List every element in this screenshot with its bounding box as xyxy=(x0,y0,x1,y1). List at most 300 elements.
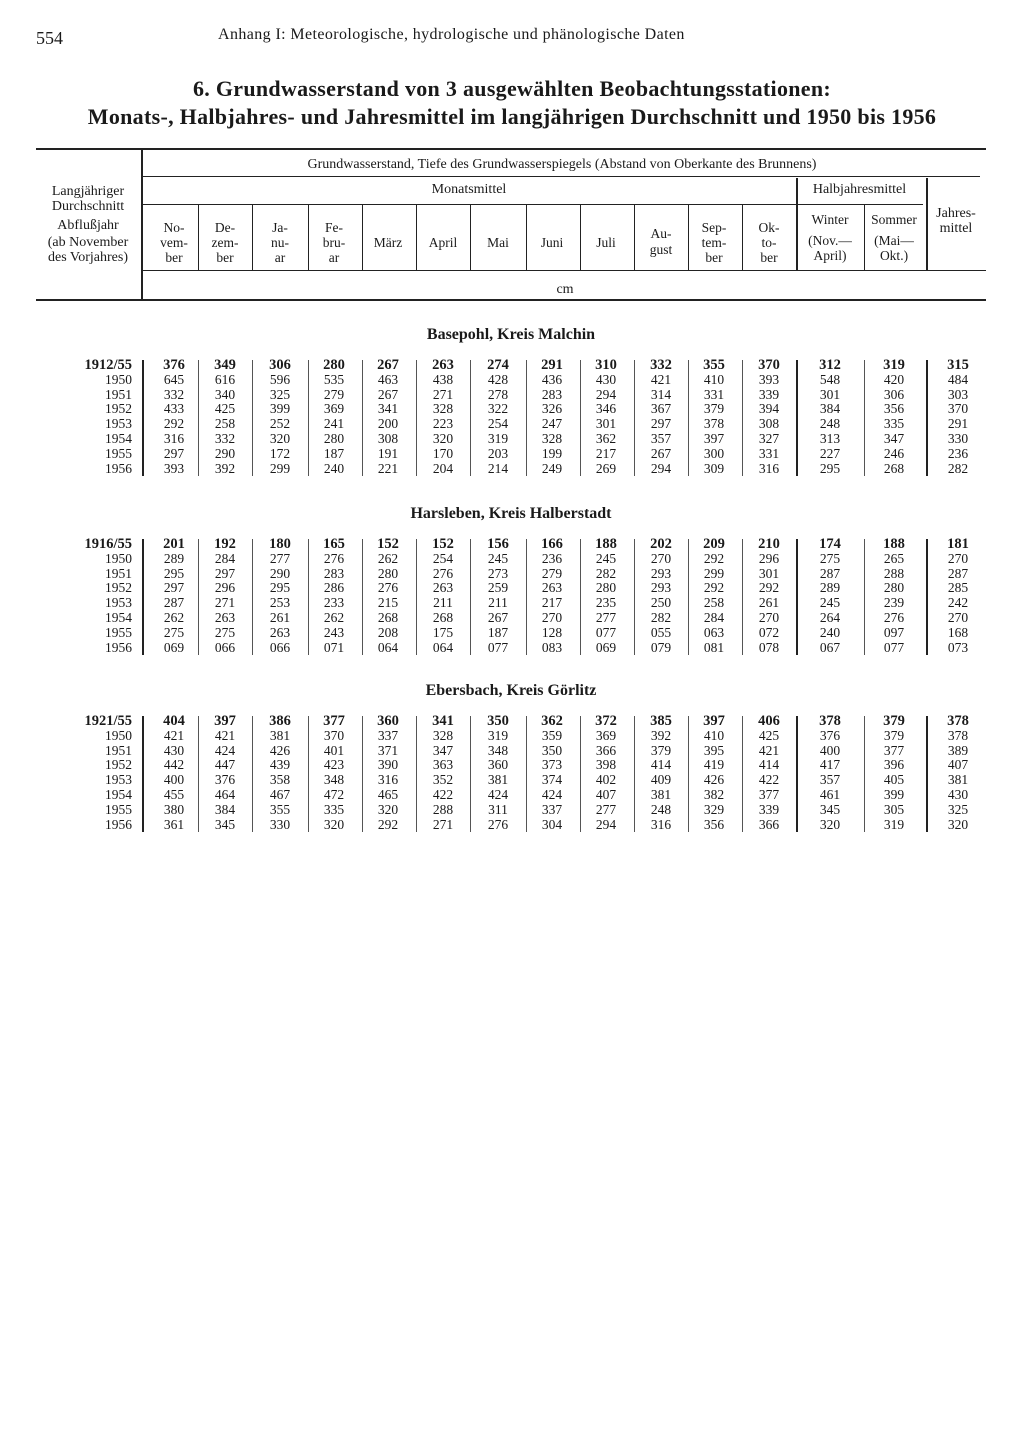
value-cell: 276 xyxy=(487,816,509,832)
value-cell: 320 xyxy=(819,816,841,832)
year-row xyxy=(36,729,986,744)
value-cell: 271 xyxy=(214,595,236,611)
value-cell: 187 xyxy=(323,445,345,461)
row-label: 1952 xyxy=(105,757,132,773)
value-cell: 390 xyxy=(377,757,399,773)
value-cell: 393 xyxy=(163,460,185,476)
value-cell: 267 xyxy=(377,357,399,373)
value-cell: 332 xyxy=(214,431,236,446)
value-cell: 282 xyxy=(650,610,672,625)
value-cell: 378 xyxy=(947,713,969,729)
value-cell: 352 xyxy=(432,772,454,788)
value-cell: 245 xyxy=(487,550,509,566)
value-cell: 310 xyxy=(595,357,617,373)
value-cell: 356 xyxy=(703,816,725,832)
value-cell: 247 xyxy=(541,416,563,432)
value-cell: 288 xyxy=(883,565,905,581)
value-cell: 200 xyxy=(377,416,399,432)
value-cell: 063 xyxy=(703,624,725,640)
station-section xyxy=(36,326,986,476)
value-cell: 227 xyxy=(819,445,841,461)
value-cell: 382 xyxy=(703,787,725,802)
value-cell: 254 xyxy=(432,550,454,566)
value-cell: 400 xyxy=(819,742,841,758)
value-cell: 337 xyxy=(377,727,399,743)
value-cell: 077 xyxy=(883,639,905,655)
value-cell: 286 xyxy=(323,580,345,596)
month-heading: ber xyxy=(705,250,723,265)
row-label: 1954 xyxy=(105,610,132,625)
month-heading: Juni xyxy=(540,235,564,250)
value-cell: 319 xyxy=(883,816,905,832)
value-cell: 377 xyxy=(883,742,905,758)
value-cell: 253 xyxy=(269,595,291,611)
value-cell: 066 xyxy=(214,639,236,655)
month-heading: Mai xyxy=(487,235,509,250)
value-cell: 254 xyxy=(487,416,509,432)
value-cell: 304 xyxy=(541,816,563,832)
month-heading: nu- xyxy=(271,235,289,250)
value-cell: 263 xyxy=(214,610,236,625)
value-cell: 285 xyxy=(947,580,969,596)
value-cell: 277 xyxy=(595,801,617,817)
value-cell: 329 xyxy=(703,801,725,817)
station-title: Harsleben, Kreis Halberstadt xyxy=(410,505,612,522)
value-cell: 425 xyxy=(214,401,236,417)
value-cell: 283 xyxy=(323,565,345,581)
value-cell: 409 xyxy=(650,772,672,788)
value-cell: 424 xyxy=(541,787,563,802)
value-cell: 370 xyxy=(758,357,780,373)
value-cell: 330 xyxy=(947,431,969,446)
value-cell: 319 xyxy=(487,431,509,446)
value-cell: 261 xyxy=(269,610,291,625)
value-cell: 424 xyxy=(214,742,236,758)
value-cell: 320 xyxy=(323,816,345,832)
value-cell: 077 xyxy=(487,639,509,655)
value-cell: 292 xyxy=(703,550,725,566)
value-cell: 320 xyxy=(432,431,454,446)
month-heading: ar xyxy=(274,250,286,265)
value-cell: 258 xyxy=(214,416,236,432)
value-cell: 399 xyxy=(269,401,291,417)
value-cell: 316 xyxy=(377,772,399,788)
value-cell: 348 xyxy=(487,742,509,758)
year-row xyxy=(36,552,986,567)
stub-heading xyxy=(36,184,140,265)
value-cell: 369 xyxy=(323,401,345,417)
value-cell: 358 xyxy=(269,772,291,788)
value-cell: 433 xyxy=(163,401,185,417)
year-row xyxy=(36,447,986,462)
value-cell: 204 xyxy=(432,460,454,476)
value-cell: 282 xyxy=(595,565,617,581)
value-cell: 325 xyxy=(947,801,969,817)
value-cell: 396 xyxy=(883,757,905,773)
value-cell: 472 xyxy=(323,787,345,802)
value-cell: 349 xyxy=(214,357,236,373)
value-cell: 223 xyxy=(432,416,454,432)
value-cell: 442 xyxy=(163,757,185,773)
value-cell: 268 xyxy=(432,610,454,625)
value-cell: 235 xyxy=(595,595,617,611)
value-cell: 320 xyxy=(377,801,399,817)
value-cell: 345 xyxy=(214,816,236,832)
value-cell: 319 xyxy=(487,727,509,743)
value-cell: 245 xyxy=(819,595,841,611)
month-heading: Au- xyxy=(650,226,672,241)
value-cell: 345 xyxy=(819,801,841,817)
value-cell: 209 xyxy=(703,536,725,552)
halfyear-heading: Halbjahresmittel xyxy=(812,182,907,197)
winter-heading: April) xyxy=(813,248,847,263)
value-cell: 347 xyxy=(432,742,454,758)
value-cell: 211 xyxy=(433,595,453,611)
value-cell: 422 xyxy=(432,787,454,802)
value-cell: 168 xyxy=(947,624,969,640)
value-cell: 270 xyxy=(541,610,563,625)
value-cell: 290 xyxy=(214,445,236,461)
value-cell: 430 xyxy=(163,742,185,758)
value-cell: 284 xyxy=(214,550,236,566)
value-cell: 263 xyxy=(541,580,563,596)
value-cell: 319 xyxy=(883,357,905,373)
header-unit-rule xyxy=(142,270,986,271)
value-cell: 287 xyxy=(947,565,969,581)
value-cell: 277 xyxy=(595,610,617,625)
value-cell: 275 xyxy=(214,624,236,640)
row-label: 1956 xyxy=(105,460,132,476)
value-cell: 374 xyxy=(541,772,563,788)
value-cell: 326 xyxy=(541,401,563,417)
value-cell: 316 xyxy=(758,460,780,476)
value-cell: 417 xyxy=(819,757,841,773)
value-cell: 370 xyxy=(947,401,969,417)
value-cell: 248 xyxy=(650,801,672,817)
value-cell: 405 xyxy=(883,772,905,788)
value-cell: 301 xyxy=(819,386,841,402)
value-cell: 263 xyxy=(432,580,454,596)
value-cell: 645 xyxy=(163,371,185,387)
value-cell: 314 xyxy=(650,386,672,402)
value-cell: 071 xyxy=(323,639,345,655)
year-row xyxy=(36,611,986,626)
value-cell: 328 xyxy=(432,401,454,417)
value-cell: 297 xyxy=(163,580,185,596)
value-cell: 355 xyxy=(703,357,725,373)
value-cell: 208 xyxy=(377,624,399,640)
value-cell: 296 xyxy=(214,580,236,596)
value-cell: 079 xyxy=(650,639,672,655)
month-heading: zem- xyxy=(211,235,239,250)
row-label: 1950 xyxy=(105,550,132,566)
value-cell: 379 xyxy=(883,713,905,729)
year-row xyxy=(36,803,986,818)
value-cell: 201 xyxy=(163,536,185,552)
value-cell: 077 xyxy=(595,624,617,640)
value-cell: 270 xyxy=(947,550,969,566)
value-cell: 174 xyxy=(819,536,841,552)
value-cell: 360 xyxy=(487,757,509,773)
value-cell: 072 xyxy=(758,624,780,640)
value-cell: 262 xyxy=(323,610,345,625)
table-header xyxy=(36,148,986,302)
value-cell: 420 xyxy=(883,371,905,387)
value-cell: 377 xyxy=(758,787,780,802)
value-cell: 397 xyxy=(703,431,725,446)
value-cell: 287 xyxy=(163,595,185,611)
value-cell: 289 xyxy=(163,550,185,566)
value-cell: 083 xyxy=(541,639,563,655)
running-head xyxy=(36,26,986,50)
value-cell: 428 xyxy=(487,371,509,387)
value-cell: 361 xyxy=(163,816,185,832)
value-cell: 392 xyxy=(650,727,672,743)
value-cell: 280 xyxy=(377,565,399,581)
value-cell: 210 xyxy=(758,536,780,552)
value-cell: 356 xyxy=(883,401,905,417)
stub-line: Durchschnitt xyxy=(51,199,125,214)
value-cell: 240 xyxy=(819,624,841,640)
value-cell: 275 xyxy=(163,624,185,640)
year-row xyxy=(36,596,986,611)
value-cell: 165 xyxy=(323,536,345,552)
value-cell: 293 xyxy=(650,580,672,596)
value-cell: 327 xyxy=(758,431,780,446)
month-heading: ber xyxy=(165,250,183,265)
value-cell: 297 xyxy=(163,445,185,461)
row-label: 1955 xyxy=(105,624,132,640)
value-cell: 414 xyxy=(650,757,672,773)
value-cell: 236 xyxy=(947,445,969,461)
year-row xyxy=(36,818,986,833)
row-label: 1953 xyxy=(105,416,132,432)
value-cell: 367 xyxy=(650,401,672,417)
value-cell: 267 xyxy=(650,445,672,461)
value-cell: 426 xyxy=(703,772,725,788)
value-cell: 311 xyxy=(488,801,508,817)
value-cell: 241 xyxy=(323,416,345,432)
value-cell: 250 xyxy=(650,595,672,611)
value-cell: 292 xyxy=(703,580,725,596)
value-cell: 467 xyxy=(269,787,291,802)
station-section xyxy=(36,505,986,655)
value-cell: 397 xyxy=(703,713,725,729)
value-cell: 293 xyxy=(650,565,672,581)
value-cell: 378 xyxy=(819,713,841,729)
value-cell: 484 xyxy=(947,371,969,387)
value-cell: 297 xyxy=(650,416,672,432)
value-cell: 276 xyxy=(883,610,905,625)
row-label: 1951 xyxy=(105,386,132,402)
value-cell: 166 xyxy=(541,536,563,552)
value-cell: 404 xyxy=(163,713,185,729)
value-cell: 261 xyxy=(758,595,780,611)
value-cell: 348 xyxy=(323,772,345,788)
value-cell: 291 xyxy=(947,416,969,432)
value-cell: 263 xyxy=(432,357,454,373)
value-cell: 284 xyxy=(703,610,725,625)
header-group-rule xyxy=(142,176,980,177)
value-cell: 073 xyxy=(947,639,969,655)
row-label: 1956 xyxy=(105,639,132,655)
group-heading: Grundwasserstand, Tiefe des Grundwasserspiegels (Abstand von Oberkante des Brunnens) xyxy=(307,157,817,172)
value-cell: 217 xyxy=(541,595,563,611)
value-cell: 320 xyxy=(947,816,969,832)
month-heading: gust xyxy=(649,242,673,257)
header-halfyear-divider xyxy=(796,178,798,204)
month-heading: Fe- xyxy=(325,220,343,235)
value-cell: 308 xyxy=(758,416,780,432)
value-cell: 371 xyxy=(377,742,399,758)
value-cell: 389 xyxy=(947,742,969,758)
row-label: 1950 xyxy=(105,371,132,387)
value-cell: 616 xyxy=(214,371,236,387)
value-cell: 438 xyxy=(432,371,454,387)
value-cell: 447 xyxy=(214,757,236,773)
value-cell: 328 xyxy=(432,727,454,743)
value-cell: 464 xyxy=(214,787,236,802)
value-cell: 280 xyxy=(883,580,905,596)
year-row xyxy=(36,417,986,432)
value-cell: 423 xyxy=(323,757,345,773)
value-cell: 262 xyxy=(377,550,399,566)
value-cell: 386 xyxy=(269,713,291,729)
value-cell: 360 xyxy=(377,713,399,729)
value-cell: 170 xyxy=(432,445,454,461)
value-cell: 276 xyxy=(323,550,345,566)
row-label: 1954 xyxy=(105,787,132,802)
value-cell: 280 xyxy=(323,357,345,373)
value-cell: 295 xyxy=(269,580,291,596)
row-label: 1951 xyxy=(105,742,132,758)
station-section xyxy=(36,682,986,832)
value-cell: 188 xyxy=(595,536,617,552)
value-cell: 287 xyxy=(819,565,841,581)
value-cell: 362 xyxy=(595,431,617,446)
value-cell: 392 xyxy=(214,460,236,476)
year-row xyxy=(36,402,986,417)
value-cell: 400 xyxy=(163,772,185,788)
value-cell: 350 xyxy=(541,742,563,758)
value-cell: 245 xyxy=(595,550,617,566)
year-row xyxy=(36,626,986,641)
value-cell: 270 xyxy=(650,550,672,566)
value-cell: 242 xyxy=(947,595,969,611)
value-cell: 296 xyxy=(758,550,780,566)
stub-line: Abflußjahr xyxy=(57,218,119,233)
value-cell: 280 xyxy=(323,431,345,446)
annual-heading xyxy=(926,206,986,236)
winter-heading: (Nov.— xyxy=(808,233,852,248)
value-cell: 258 xyxy=(703,595,725,611)
value-cell: 455 xyxy=(163,787,185,802)
value-cell: 436 xyxy=(541,371,563,387)
value-cell: 426 xyxy=(269,742,291,758)
value-cell: 312 xyxy=(819,357,841,373)
value-cell: 421 xyxy=(758,742,780,758)
value-cell: 294 xyxy=(595,816,617,832)
value-cell: 381 xyxy=(487,772,509,788)
month-heading: ber xyxy=(216,250,234,265)
value-cell: 410 xyxy=(703,727,725,743)
month-heading: De- xyxy=(214,220,236,235)
value-cell: 268 xyxy=(377,610,399,625)
stub-line: Langjähriger xyxy=(51,184,125,199)
header-subgroup-rule xyxy=(142,204,923,205)
value-cell: 180 xyxy=(269,536,291,552)
value-cell: 366 xyxy=(595,742,617,758)
value-cell: 402 xyxy=(595,772,617,788)
value-cell: 376 xyxy=(819,727,841,743)
value-cell: 548 xyxy=(819,371,841,387)
value-cell: 064 xyxy=(432,639,454,655)
value-cell: 332 xyxy=(163,386,185,402)
value-cell: 337 xyxy=(541,801,563,817)
value-cell: 384 xyxy=(819,401,841,417)
value-cell: 239 xyxy=(883,595,905,611)
month-heading: April xyxy=(428,235,458,250)
month-heading: Juli xyxy=(596,235,616,250)
value-cell: 376 xyxy=(214,772,236,788)
month-heading: Sep- xyxy=(701,220,727,235)
month-heading: Ja- xyxy=(272,220,288,235)
value-cell: 217 xyxy=(595,445,617,461)
value-cell: 283 xyxy=(541,386,563,402)
value-cell: 268 xyxy=(883,460,905,476)
value-cell: 596 xyxy=(269,371,291,387)
value-cell: 332 xyxy=(650,357,672,373)
year-row xyxy=(36,641,986,656)
summer-heading: Okt.) xyxy=(879,248,909,263)
value-cell: 439 xyxy=(269,757,291,773)
value-cell: 381 xyxy=(650,787,672,802)
value-cell: 069 xyxy=(163,639,185,655)
value-cell: 322 xyxy=(487,401,509,417)
value-cell: 421 xyxy=(163,727,185,743)
value-cell: 315 xyxy=(947,357,969,373)
value-cell: 535 xyxy=(323,371,345,387)
value-cell: 419 xyxy=(703,757,725,773)
value-cell: 288 xyxy=(432,801,454,817)
value-cell: 421 xyxy=(214,727,236,743)
value-cell: 372 xyxy=(595,713,617,729)
value-cell: 271 xyxy=(432,816,454,832)
value-cell: 181 xyxy=(947,536,969,552)
annual-line: mittel xyxy=(939,221,973,236)
value-cell: 414 xyxy=(758,757,780,773)
row-label: 1950 xyxy=(105,727,132,743)
value-cell: 275 xyxy=(819,550,841,566)
year-row xyxy=(36,773,986,788)
value-cell: 325 xyxy=(269,386,291,402)
value-cell: 401 xyxy=(323,742,345,758)
value-cell: 270 xyxy=(947,610,969,625)
value-cell: 357 xyxy=(650,431,672,446)
value-cell: 152 xyxy=(432,536,454,552)
value-cell: 393 xyxy=(758,371,780,387)
row-label: 1955 xyxy=(105,801,132,817)
value-cell: 366 xyxy=(758,816,780,832)
year-row xyxy=(36,788,986,803)
value-cell: 211 xyxy=(488,595,508,611)
value-cell: 362 xyxy=(541,713,563,729)
value-cell: 078 xyxy=(758,639,780,655)
value-cell: 279 xyxy=(323,386,345,402)
stub-line: (ab November xyxy=(47,235,129,250)
station-title: Ebersbach, Kreis Görlitz xyxy=(425,682,597,699)
value-cell: 339 xyxy=(758,386,780,402)
